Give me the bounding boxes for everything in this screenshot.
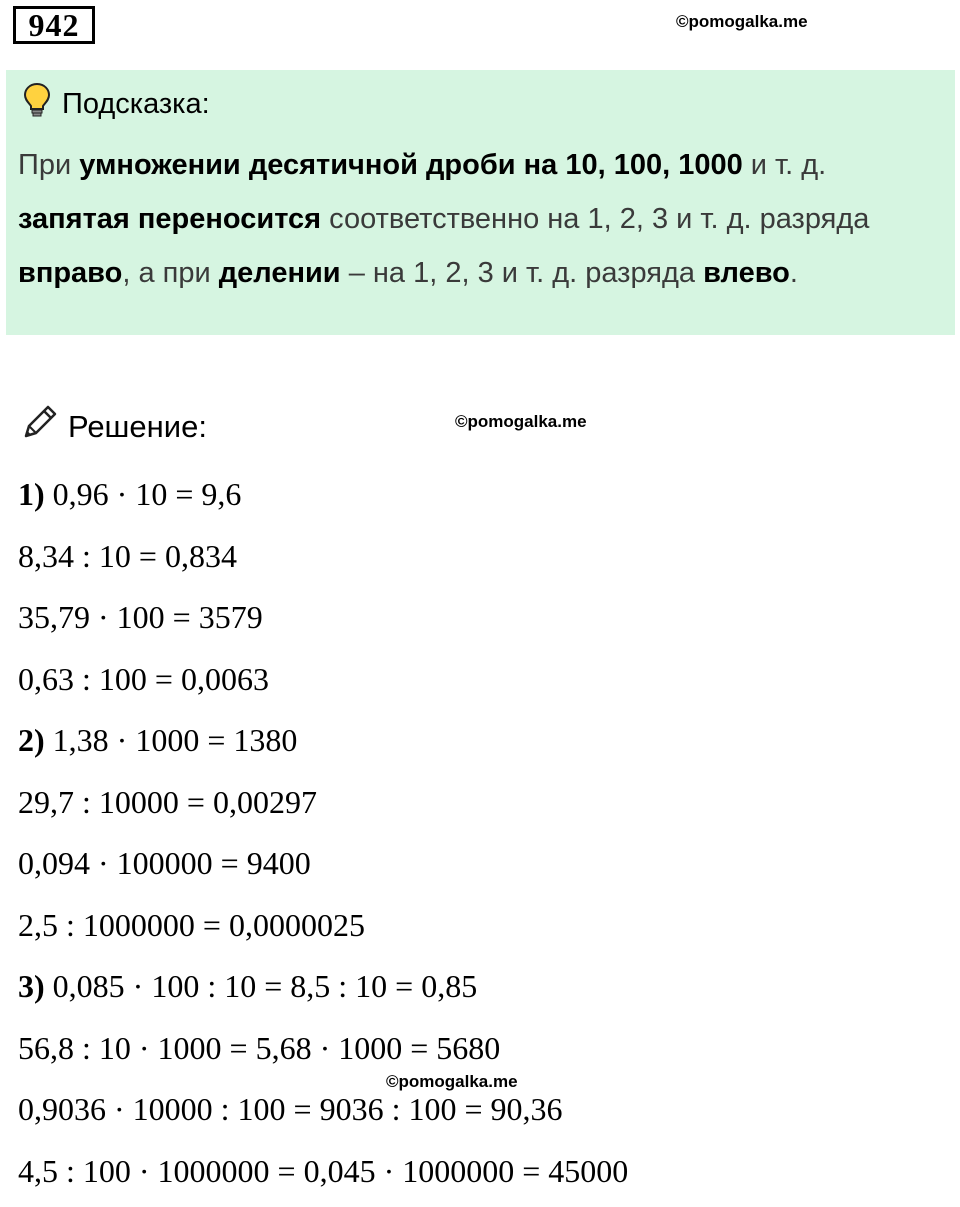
hint-box [6,70,955,335]
solution-line [18,777,628,839]
part-label: 3) [18,968,45,1004]
equation-text: 1,38 · 1000 = 1380 [45,722,298,758]
hint-bold-text: делении [219,257,341,289]
hint-bold-text: влево [703,257,790,289]
solution-line [18,654,628,716]
equation-text: 0,96 · 10 = 9,6 [45,476,242,512]
hint-text-segment: – на 1, 2, 3 и т. д. разряда [341,257,703,289]
equation-text: 0,63 : 100 = 0,0063 [18,661,269,697]
solution-line [18,715,628,777]
hint-bold-text: запятая переносится [18,203,321,235]
equation-text: 2,5 : 1000000 = 0,0000025 [18,907,365,943]
solution-line [18,961,628,1023]
watermark-top: ©pomogalka.me [676,12,808,32]
solution-header [18,402,207,452]
hint-text-segment: . [790,257,798,289]
solution-line [18,1084,628,1146]
hint-header [22,82,210,126]
solution-line [18,531,628,593]
part-label: 2) [18,722,45,758]
solution-lines [18,469,628,1207]
solution-line [18,900,628,962]
equation-text: 0,9036 · 10000 : 100 = 9036 : 100 = 90,36 [18,1091,563,1127]
solution-line [18,469,628,531]
hint-bold-text: умножении десятичной дроби на 10, 100, 1000 [79,149,743,181]
hint-text-segment: При [18,149,79,181]
hint-text [18,138,943,300]
task-number: 942 [13,6,95,44]
solution-line [18,1023,628,1085]
hint-bold-text: вправо [18,257,122,289]
hint-text-segment: , а при [122,257,218,289]
solution-line [18,1146,628,1207]
solution-title: Решение: [68,409,207,445]
watermark-middle: ©pomogalka.me [455,412,587,432]
pencil-icon [18,402,60,452]
solution-line [18,838,628,900]
hint-text-segment: соответственно на 1, 2, 3 и т. д. разряда [321,203,869,235]
part-label: 1) [18,476,45,512]
solution-line [18,592,628,654]
equation-text: 0,094 · 100000 = 9400 [18,845,311,881]
equation-text: 8,34 : 10 = 0,834 [18,538,237,574]
equation-text: 0,085 · 100 : 10 = 8,5 : 10 = 0,85 [45,968,478,1004]
equation-text: 56,8 : 10 · 1000 = 5,68 · 1000 = 5680 [18,1030,500,1066]
equation-text: 4,5 : 100 · 1000000 = 0,045 · 1000000 = 45000 [18,1153,628,1189]
equation-text: 29,7 : 10000 = 0,00297 [18,784,317,820]
equation-text: 35,79 · 100 = 3579 [18,599,263,635]
watermark-bottom: ©pomogalka.me [386,1072,518,1092]
hint-text-segment: и т. д. [743,149,826,181]
lightbulb-icon [22,82,52,126]
hint-title: Подсказка: [62,88,210,121]
